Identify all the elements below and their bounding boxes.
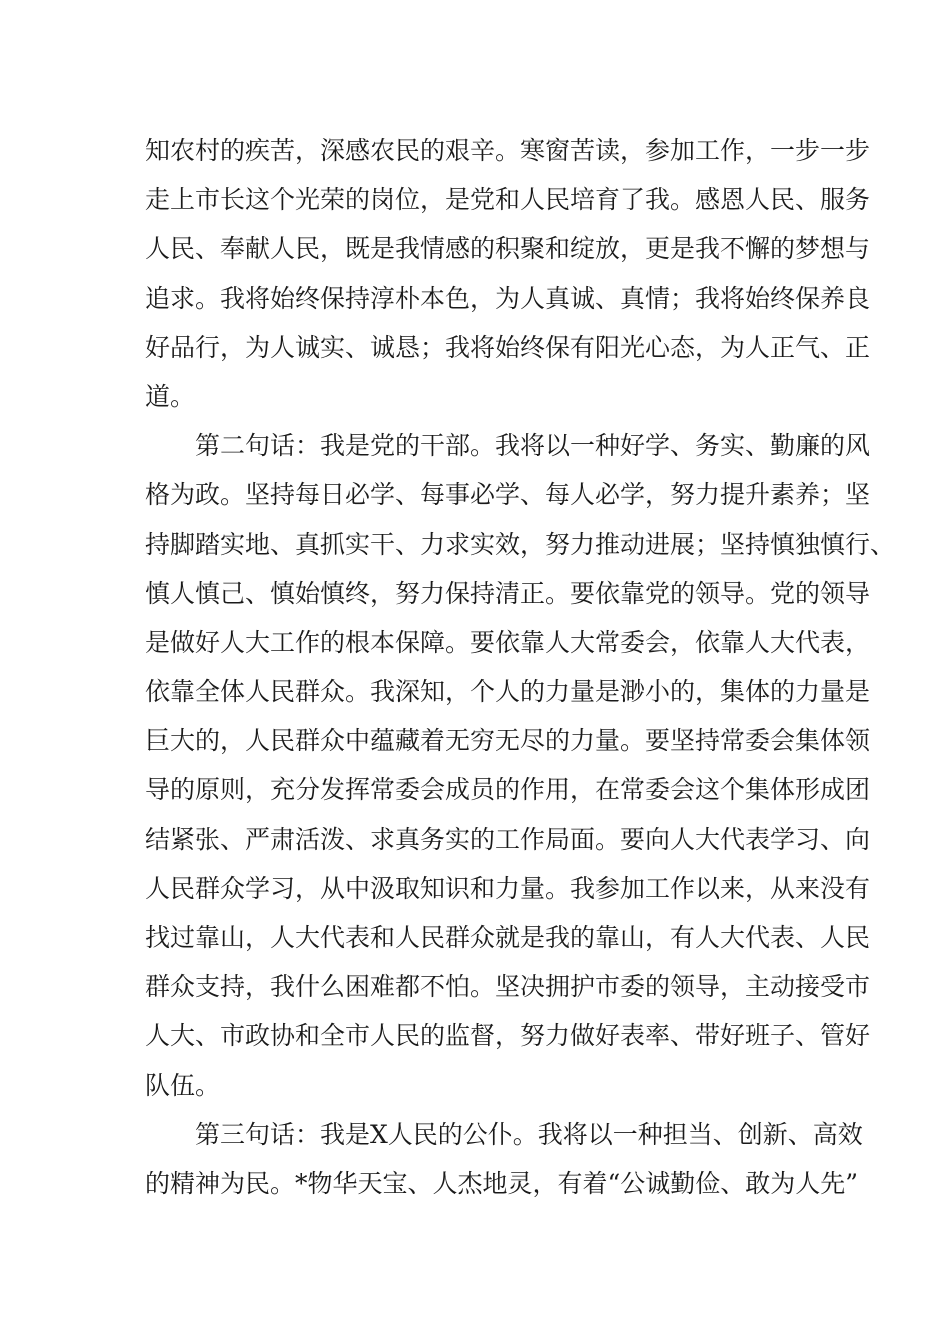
text-line: 人民群众学习，从中汲取知识和力量。我参加工作以来，从来没有 bbox=[145, 873, 871, 903]
text-line: 慎人慎己、慎始慎终，努力保持清正。要依靠党的领导。党的领导 bbox=[145, 578, 871, 608]
paragraph-2 bbox=[145, 421, 896, 1110]
text-line: 结紧张、严肃活泼、求真务实的工作局面。要向人大代表学习、向 bbox=[145, 824, 871, 854]
text-line: 知农村的疾苦，深感农民的艰辛。寒窗苦读，参加工作，一步一步 bbox=[145, 136, 871, 165]
text-line: 是做好人大工作的根本保障。要依靠人大常委会，依靠人大代表， bbox=[145, 627, 871, 657]
text-line: 道。 bbox=[145, 381, 196, 411]
text-line: 追求。我将始终保持淳朴本色，为人真诚、真情；我将始终保养良 bbox=[145, 283, 871, 313]
text-line: 人民、奉献人民，既是我情感的积聚和绽放，更是我不懈的梦想与 bbox=[145, 234, 871, 264]
text-line: 导的原则，充分发挥常委会成员的作用，在常委会这个集体形成团 bbox=[145, 775, 871, 805]
text-line: 持脚踏实地、真抓实干、力求实效，努力推动进展；坚持慎独慎行、 bbox=[145, 529, 896, 559]
text-line: 队伍。 bbox=[145, 1070, 221, 1100]
text-line: 格为政。坚持每日必学、每事必学、每人必学，努力提升素养；坚 bbox=[145, 480, 871, 510]
text-line: 第三句话：我是X人民的公仆。我将以一种担当、创新、高效 bbox=[145, 1119, 863, 1149]
text-line: 群众支持，我什么困难都不怕。坚决拥护市委的领导，主动接受市 bbox=[145, 972, 871, 1002]
text-line: 走上市长这个光荣的岗位，是党和人民培育了我。感恩人民、服务 bbox=[145, 185, 871, 215]
text-line: 人大、市政协和全市人民的监督，努力做好表率、带好班子、管好 bbox=[145, 1021, 871, 1051]
document-body bbox=[145, 126, 896, 1208]
text-line: 找过靠山，人大代表和人民群众就是我的靠山，有人大代表、人民 bbox=[145, 923, 871, 952]
paragraph-1 bbox=[145, 126, 871, 421]
paragraph-3 bbox=[145, 1110, 863, 1208]
text-line: 依靠全体人民群众。我深知，个人的力量是渺小的，集体的力量是 bbox=[145, 677, 871, 707]
text-line: 的精神为民。*物华天宝、人杰地灵，有着“公诚勤俭、敢为人先” bbox=[145, 1168, 859, 1198]
text-line: 好品行，为人诚实、诚恳；我将始终保有阳光心态，为人正气、正 bbox=[145, 332, 871, 362]
text-line: 巨大的，人民群众中蕴藏着无穷无尽的力量。要坚持常委会集体领 bbox=[145, 726, 871, 756]
text-line: 第二句话：我是党的干部。我将以一种好学、务实、勤廉的风 bbox=[145, 431, 871, 461]
